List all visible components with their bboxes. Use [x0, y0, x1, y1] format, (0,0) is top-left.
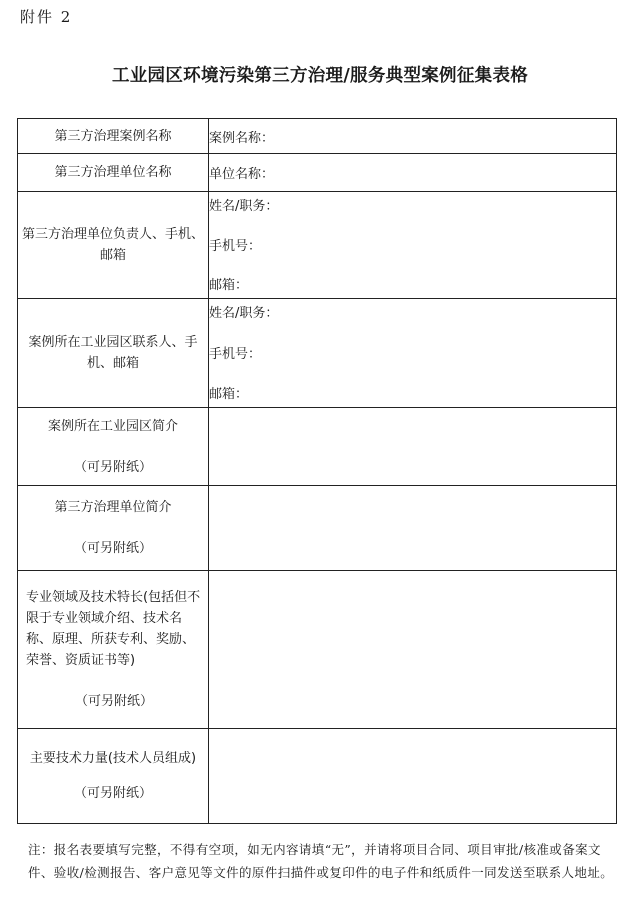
row-label	[18, 408, 209, 486]
form-note: 注：报名表要填写完整，不得有空项，如无内容请填“无”，并请将项目合同、项目审批/核准或备案文件、验收/检测报告、客户意见等文件的原件扫描件或复印件的电子件和纸质件一同发送至联系人地址。	[28, 842, 614, 880]
email-field[interactable]: 邮箱：	[209, 387, 249, 402]
row-label-text: 案例所在工业园区简介	[47, 418, 178, 434]
form-row-unit-intro	[18, 486, 617, 571]
case-collection-form	[17, 118, 617, 824]
row-label: 第三方治理单位负责人、手机、邮箱	[18, 192, 209, 299]
park-contact-cell	[209, 299, 617, 408]
unit-intro-field[interactable]	[209, 486, 617, 571]
attach-note: （可另附纸）	[73, 786, 152, 801]
row-label	[18, 486, 209, 571]
unit-name-field[interactable]: 单位名称：	[209, 154, 617, 192]
attach-note: （可另附纸）	[73, 459, 152, 475]
row-label: 第三方治理案例名称	[18, 119, 209, 154]
annex-label: 附件 2	[20, 8, 73, 26]
row-label-text: 主要技术力量(技术人员组成)	[29, 751, 197, 766]
row-label	[18, 729, 209, 824]
row-label	[18, 571, 209, 729]
technical-staff-field[interactable]	[209, 729, 617, 824]
park-intro-field[interactable]	[209, 408, 617, 486]
name-title-field[interactable]: 姓名/职务：	[209, 199, 279, 214]
attach-note: （可另附纸）	[73, 541, 152, 556]
phone-field[interactable]: 手机号：	[209, 238, 262, 254]
name-title-field[interactable]: 姓名/职务：	[209, 306, 279, 321]
case-name-field[interactable]: 案例名称：	[209, 119, 617, 154]
email-field[interactable]: 邮箱：	[209, 278, 249, 293]
form-row-unit-name	[18, 154, 617, 192]
row-label: 案例所在工业园区联系人、手机、邮箱	[18, 299, 209, 408]
phone-field[interactable]: 手机号：	[209, 346, 262, 362]
row-label-text: 专业领域及技术特长(包括但不限于专业领域介绍、技术名称、原理、所获专利、奖励、荣誉、资质证书等)	[26, 590, 201, 668]
form-row-case-name	[18, 119, 617, 154]
form-row-technical-staff	[18, 729, 617, 824]
form-row-unit-contact	[18, 192, 617, 299]
unit-contact-cell	[209, 192, 617, 299]
attach-note: （可另附纸）	[74, 694, 153, 709]
row-label: 第三方治理单位名称	[18, 154, 209, 192]
form-row-park-intro	[18, 408, 617, 486]
form-row-park-contact	[18, 299, 617, 408]
expertise-field[interactable]	[209, 571, 617, 729]
row-label-text: 第三方治理单位简介	[54, 500, 172, 515]
form-row-expertise	[18, 571, 617, 729]
form-title: 工业园区环境污染第三方治理/服务典型案例征集表格	[111, 66, 529, 86]
